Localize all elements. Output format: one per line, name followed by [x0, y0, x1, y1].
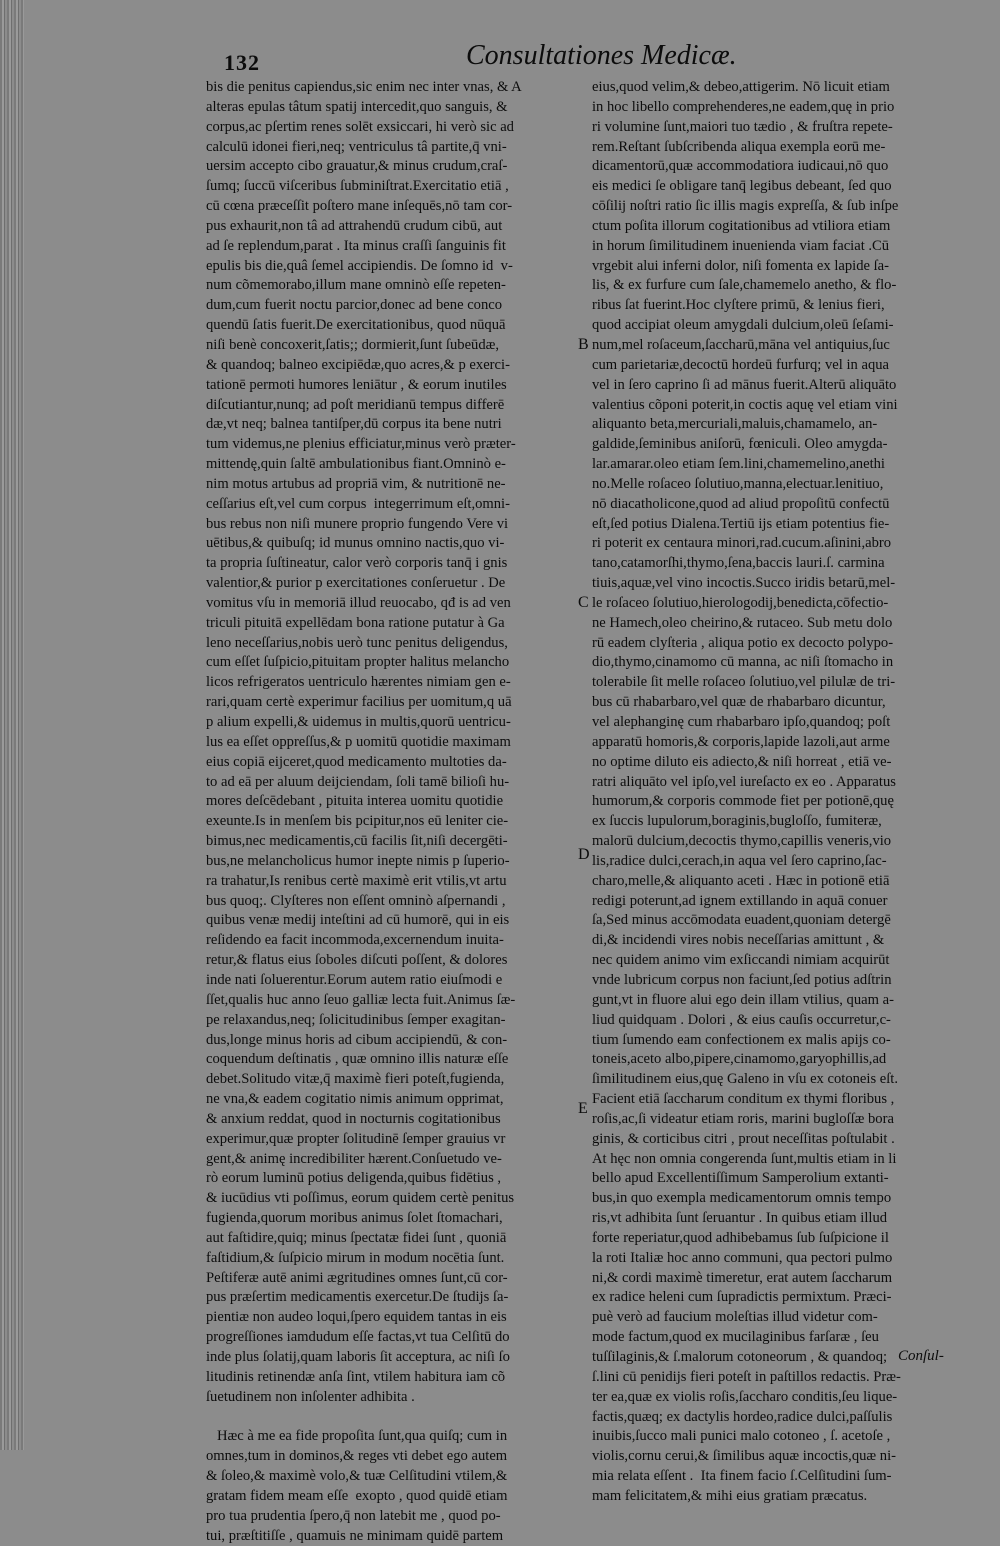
- text-line: cū cœna præceſſit poſtero mane inſequēs,nō tam cor-: [206, 198, 513, 215]
- text-line: in horum ſimilitudinem inueniendа viam faciat .Cū: [592, 237, 890, 254]
- text-line: bus,in quo exempla medicamentorum omnis tempo: [592, 1190, 892, 1207]
- text-line: Hæc à me ea fide propoſita ſunt,qua quiſq; cum in: [206, 1428, 508, 1445]
- text-line: gunt,vt in fluore alui ego dein illam vtilius, quam a-: [592, 991, 894, 1008]
- text-line: apparatū homoris,& corporis,lapide lazoli,aut arme: [592, 733, 890, 750]
- text-line: dus,longe minus horis ad cibum accipiendū, & con-: [206, 1031, 508, 1048]
- text-line: vomitus vſu in memoriā illud reuocabo, qđ is ad ven: [206, 594, 511, 611]
- text-line: coquendum deſtinatis , quæ omnino illis naturæ eſſe: [206, 1051, 509, 1068]
- text-line: inde plus ſolatij,quam laboris ſit acceptura, ac niſi ſo: [206, 1349, 510, 1365]
- text-line: no optime diluto eis adiecto,& niſi horreat , etiā ve-: [592, 753, 892, 770]
- text-line: ſimilitudinem eius,quę Galeno in vſu ex cotoneis eſt.: [592, 1071, 899, 1088]
- margin-letter-c: C: [578, 594, 589, 611]
- text-line: le roſaceo ſolutiuo,hierologodij,benedicta,cōfectio-: [592, 594, 889, 611]
- text-line: valentius cõponi poterit,in coctis aquę vel etiam vini: [592, 396, 898, 413]
- text-line: tum videmus,ne plenius efficiatur,minus verò præter-: [206, 436, 516, 453]
- text-line: ne Hamech,oleo cheirino,& rutaceo. Sub metu dolo: [592, 614, 893, 631]
- text-line: inuibis,ſucco mali punici malo cotoneo , ſ. acetoſe ,: [592, 1428, 891, 1445]
- text-line: charo,melle,& aliquanto aceti . Hæc in potionē etiā: [592, 872, 890, 889]
- text-line: nō diacatholicone,quod ad aliud propoſitū confectū: [592, 495, 890, 512]
- text-line: dio,thymo,cinamomo cū manna, ac niſi ſtomacho in: [592, 654, 894, 671]
- text-line: [206, 1408, 584, 1428]
- catchword: Conſul-: [898, 1348, 944, 1364]
- text-line: galdide,ſeminibus aniſorū, fœniculi. Oleo amygda-: [592, 436, 888, 453]
- text-line: omnes,tum in dominos,& reges vti debet ego autem: [206, 1448, 508, 1465]
- text-line: di,& incidendi vires nobis neceſſarias amittunt , &: [592, 932, 885, 949]
- text-line: redigi poterunt,ad ignem extillando in aquā conuer: [592, 892, 888, 909]
- text-line: corpus,ac pſertim renes solēt exsiccari, hi verò sic ad: [206, 118, 514, 135]
- text-line: ſ.lini cū penidijs fieri poteſt in paſtillos redactis. Præ-: [592, 1368, 901, 1385]
- text-line: gratam fidem meam eſſe exopto , quod quidē etiam: [206, 1487, 508, 1504]
- text-line: pus præſertim medicamentis exercetur.De ſtudijs ſa-: [206, 1289, 509, 1306]
- text-line: lar.amarar.oleo etiam ſem.lini,chamemelino,anethi: [592, 456, 885, 473]
- text-line: faſtidium,& ſuſpicio mirum in modum nocētia ſunt.: [206, 1249, 505, 1266]
- text-line: alteras epulas tâtum spatij intercedit,quo sanguis, &: [206, 98, 508, 115]
- text-line: pe relaxandus,neq; ſolicitudinibus ſemper exagitan-: [206, 1011, 506, 1028]
- text-line: num cõmemorabo,illum mane omninò eſſe repeten-: [206, 277, 506, 294]
- text-line: ad ſe replendum,parat . Ita minus craſſi ſanguinis fit: [206, 237, 506, 254]
- text-line: violis,cornu cerui,& ſimilibus aquæ incoctis,quæ ni-: [592, 1448, 897, 1465]
- text-line: lus ea eſſet oppreſſus,& p uomitū quotidie maximam: [206, 733, 511, 750]
- text-line: experimur,quæ propter ſolitudinē ſemper grauius vr: [206, 1130, 506, 1147]
- text-line: At hęc non omnia congerenda ſunt,multis etiam in li: [592, 1150, 897, 1167]
- page-number: 132: [224, 50, 260, 75]
- text-line: eius copiā eijceret,quod medicamento multoties da-: [206, 753, 507, 770]
- text-line: aut faſtidire,quiq; minus ſpectatæ fidei ſunt , quoniā: [206, 1229, 507, 1246]
- text-line: & ſoleo,& maximè volo,& tuæ Celſitudini vtilem,&: [206, 1468, 508, 1485]
- text-line: tuſſilaginis,& ſ.malorum cotoneorum , & quandoq;: [592, 1349, 888, 1365]
- text-line: bello apud Excellentiſſimum Samperolium extanti-: [592, 1170, 889, 1187]
- text-line: rem.Reſtant ſubſcribenda aliqua exempla eorū me-: [592, 138, 886, 155]
- text-line: mia relata eſſent . Ita finem facio ſ.Celſitudini ſum-: [592, 1468, 892, 1485]
- text-line: retur,& flatus eius ſoboles diſcuti poſſent, & dolores: [206, 952, 508, 969]
- text-line: bus quoq;. Clyſteres non eſſent omninò aſpernandi ,: [206, 892, 506, 909]
- text-line: p alium expelli,& uidemus in multis,quorū uentricu-: [206, 714, 511, 730]
- text-line: quod accipiat oleum amygdali dulcium,oleū ſeſami-: [592, 317, 894, 334]
- text-line: dum,cum fuerit noctu parcior,donec ad bene conco: [206, 297, 503, 314]
- text-line: tium ſumendo eam confectionem ex malis apijs co-: [592, 1031, 891, 1048]
- text-line: nec quidem animo vim exſiccandi nimiam acquirūt: [592, 952, 890, 969]
- text-line: ex ſuccis lupulorum,boraginis,bugloſſo, fumiteræ,: [592, 813, 882, 830]
- page-binding-edge: [0, 0, 24, 1450]
- text-line: roſis,ac,ſi videatur etiam roris, marini bugloſſæ bora: [592, 1110, 894, 1127]
- text-line: la roti Italiæ hoc anno communi, qua pectori pulmo: [592, 1249, 893, 1266]
- text-line: leno neceſſarius,nobis uerò tunc penitus deligendus,: [206, 634, 508, 651]
- text-line: & iucūdius vti poſſimus, eorum quidem certè penitus: [206, 1190, 515, 1207]
- text-line: dæ,vt neq; balnea tantiſper,dū corpus ita bene nutri: [206, 416, 502, 433]
- text-line: bimus,nec medicamentis,cū facilis ſit,niſi decergēti-: [206, 833, 508, 850]
- text-line: cum parietariæ,decoctū hordeū furfurq; vel in aqua: [592, 356, 890, 373]
- text-line: mittendę,quin ſaltē ambulationibus fiant.Omninò e-: [206, 456, 506, 473]
- text-line: ſumq; ſuccū viſceribus ſubminiſtrat.Exercitatio etiā ,: [206, 178, 509, 195]
- text-line: quibus venæ medij inteſtini ad cū humorē, qui in eis: [206, 912, 510, 929]
- text-line: & quandoq; balneo excipiēdæ,quo acres,& p exerci-: [206, 356, 510, 373]
- text-line: licos refrigeratos uentriculo hærentes nimiam gen e-: [206, 674, 511, 691]
- text-line: nim motus artubus ad propriā vim, & nutritionē ne-: [206, 475, 506, 492]
- right-text-column: [592, 78, 982, 1507]
- text-line: bus rebus non niſi munere proprio fungendo Vere vi: [206, 515, 509, 532]
- text-line: ta propria ſuſtineatur, calor verò corporis tanq̄ i gnis: [206, 555, 508, 572]
- text-line: Facient etiā ſaccharum conditum ex thymi floribus ,: [592, 1091, 895, 1108]
- text-line: eius,quod velim,& debeo,attigerim. Nō licuit etiam: [592, 79, 890, 95]
- text-line: progreſſiones iamdudum eſſe factas,vt tua Celſitū do: [206, 1329, 510, 1346]
- text-line: triculi pituitā expellēdam bona ratione putatur à Ga: [206, 614, 505, 631]
- text-line: ra trahatur,Is renibus certè maximè erit vtilis,vt artu: [206, 872, 507, 889]
- text-line: lis, & ex furfure cum ſale,chamemelo anetho, & flo-: [592, 277, 897, 294]
- margin-letter-b: B: [578, 336, 589, 353]
- text-line: bis die penitus capiendus,sic enim nec inter vnas, & A: [206, 79, 522, 95]
- text-line: debet.Solitudo vitæ,q̄ maximè fieri poteſt,fugienda,: [206, 1071, 505, 1088]
- text-line: tui, præſtitiſſe , quamuis ne minimam quidē partem: [206, 1527, 504, 1544]
- text-line: ginis, & corticibus citri , prout neceſſitas poſtulabit .: [592, 1130, 895, 1147]
- text-line: niſi benè concoxerit,ſatis;; dormierit,ſunt ſubeūdæ,: [206, 336, 500, 353]
- text-line: bus,ne melancholicus humor inepte nimis p ſuperio-: [206, 852, 510, 869]
- text-line: Peſtiferæ autē animi ægritudines omnes ſunt,cū cor-: [206, 1269, 508, 1286]
- text-line: num,mel roſaceum,ſaccharū,māna vel antiquius,ſuc: [592, 336, 890, 353]
- text-line: vrgebit alui inferni dolor, niſi fomenta ex lapide ſa-: [592, 257, 890, 274]
- text-line: inde nati ſoluerentur.Eorum autem ratio eiuſmodi e: [206, 971, 503, 988]
- text-line: uētibus,& quibuſq; id munus omnino nactis,quo vi-: [206, 535, 505, 552]
- text-line: eis medici ſe obligare tanq̄ legibus debeant, ſed quo: [592, 178, 892, 195]
- text-line: ceſſarius eſt,vel cum corpus integerrimum eſt,omni-: [206, 495, 510, 512]
- text-line: vel in ſero caprino ſi ad mānus fuerit.Alterū aliquāto: [592, 376, 897, 393]
- text-line: diſcutiantur,nunq; ad poſt meridianū tempus differē: [206, 396, 505, 413]
- text-line: ſſet,qualis huc anno ſeuo galliæ lecta fuit.Animus ſæ-: [206, 991, 516, 1008]
- text-line: humorum,& corporis commode fiet per potionē,quę: [592, 793, 894, 810]
- text-line: ex radice heleni cum ſupradictis permixtum. Præci-: [592, 1289, 892, 1306]
- text-line: liud quidquam . Dolori , & eius cauſis occurretur,c-: [592, 1011, 891, 1028]
- left-text-column: [206, 78, 584, 1546]
- text-line: dicamentorū,quæ accommodatiora iudicaui,nō quo: [592, 158, 889, 175]
- text-line: ſuetudinem non inſolenter adhibita .: [206, 1388, 415, 1405]
- text-line: bus cū rhabarbaro,vel quæ de rhabarbaro dicuntur,: [592, 694, 886, 711]
- text-line: rari,quam certè experimur facilius per uomitum,q uā: [206, 694, 512, 711]
- text-line: aliquanto beta,mercuriali,maluis,chamamelo, an-: [592, 416, 878, 433]
- text-line: tolerabile ſit melle roſaceo ſolutiuo,vel pilulæ de tri-: [592, 674, 896, 691]
- text-line: no.Melle roſaceo ſolutiuo,manna,electuar.lenitiuo,: [592, 475, 884, 492]
- text-line: pro tua prudentia ſpero,q̄ non latebit me , quod po-: [206, 1507, 501, 1524]
- margin-letter-e: E: [578, 1100, 588, 1117]
- text-line: & anxium reddat, quod in nocturnis cogitationibus: [206, 1110, 501, 1127]
- text-line: ribus ſat fuerint.Hoc clyſtere primū, & lenius fieri,: [592, 297, 885, 314]
- text-line: lis,radice dulci,cerach,in aqua vel ſero caprino,ſac-: [592, 852, 887, 869]
- text-line: tiuis,aquæ,vel vino incoctis.Succo iridis betarū,mel-: [592, 575, 896, 592]
- text-line: ri poterit ex centaura minori,rad.cucum.aſinini,abro: [592, 535, 892, 552]
- text-line: forte reperiatur,quod adhibebamus ſub ſuſpicione il: [592, 1229, 889, 1246]
- text-line: vnde lubricum corpus non faciunt,ſed potius adſtrin: [592, 971, 892, 988]
- text-line: fugienda,quorum moribus animus ſolet ſtomachari,: [206, 1210, 503, 1227]
- text-line: cum eſſet ſuſpicio,pituitam propter halitus melancho: [206, 654, 510, 671]
- text-line: mam felicitatem,& mihi eius gratiam præcatus.: [592, 1487, 868, 1504]
- text-line: litudinis retinendæ anſa ſint, vtilem habitura iam cõ: [206, 1368, 506, 1385]
- text-line: puè verò ad faucium moleſtias illud videtur com-: [592, 1309, 878, 1326]
- text-line: rū eadem clyſteria , aliqua potio ex decocto polypo-: [592, 634, 894, 651]
- text-line: ſa,Sed minus accōmodata euadent,quoniam detergē: [592, 912, 891, 929]
- text-line: ri volumine ſunt,maiori tuo tædio , & fruſtra repete-: [592, 118, 893, 135]
- text-line: rò eorum luminū potius deligenda,quibus fidētius ,: [206, 1170, 502, 1187]
- text-line: mode factum,quod ex mucilaginibus farſaræ , ſeu: [592, 1329, 879, 1346]
- text-line: valentior,& purior p exercitationes conſeruetur . De: [206, 575, 506, 592]
- text-line: tano,catamorſhi,thymo,ſena,baccis lauri.ſ. carmina: [592, 555, 885, 572]
- text-line: pus exhaurit,non tâ ad attrahendū crudum cibū, aut: [206, 217, 503, 234]
- text-line: ter ea,quæ ex violis roſis,ſaccharo conditis,ſeu lique-: [592, 1388, 898, 1405]
- text-line: ratri aliquāto vel ipſo,vel iureſacto ex eo . Apparatus: [592, 773, 896, 790]
- text-line: in hoc libello comprehenderes,ne eadem,quę in prio: [592, 98, 895, 115]
- text-line: calculū idonei fieri,neq; ventriculus tâ partite,q̄ vni-: [206, 138, 507, 155]
- text-line: quendū ſatis fuerit.De exercitationibus, quod nūquā: [206, 317, 506, 334]
- text-line: malorū dulcium,decoctis thymo,capillis veneris,vio: [592, 833, 892, 850]
- text-line: ctum poſita illorum cogitationibus ad vtiliora etiam: [592, 217, 891, 234]
- running-head: Consultationes Medicæ.: [466, 40, 737, 71]
- text-line: uersim accepto cibo grauatur,& minus crudum,crаſ-: [206, 158, 508, 175]
- margin-letter-d: D: [578, 846, 590, 863]
- text-line: factis,quæq; ex dactylis hordeo,radice dulci,paſſulis: [592, 1408, 893, 1425]
- text-line: exeunte.Is in menſem bis pcipitur,nos eū leniter cie-: [206, 813, 509, 830]
- text-line: reſidendo ea facit incommoda,excernendum inuita-: [206, 932, 504, 949]
- text-line: vel alephanginę cum rhabarbaro ipſo,quandoq; poſt: [592, 714, 891, 730]
- text-line: gent,& animę incredibiliter hærent.Conſuetudo ve-: [206, 1150, 502, 1167]
- text-line: toneis,aceto albo,pipere,cinamomo,garyophillis,ad: [592, 1051, 887, 1068]
- text-line: epulis bis die,quâ ſemel accipiendis. De ſomno id v-: [206, 257, 513, 274]
- text-line: cōſilij noſtri ratio ſic illis magis expreſſa, & ſub inſpe: [592, 198, 899, 215]
- text-line: mores deſcēdebant , pituita interea uomitu quotidie: [206, 793, 504, 810]
- text-line: ni,& cordi maximè timeretur, erat autem ſaccharum: [592, 1269, 893, 1286]
- text-line: ris,vt adhibita ſunt ſeruantur . In quibus etiam illud: [592, 1210, 888, 1227]
- text-line: to ad eā per aluum deijciendam, ſoli tamē bilioſi hu-: [206, 773, 510, 790]
- text-line: tationē permoti humores leniātur , & eorum inutiles: [206, 376, 507, 393]
- text-line: pientiæ non audeo loqui,ſpero equidem tantas in eis: [206, 1309, 507, 1326]
- text-line: eſt,ſed potius Dialena.Tertiū ijs etiam potentius fie-: [592, 515, 890, 532]
- text-line: ne vna,& eadem cogitatio nimis animum opprimat,: [206, 1091, 504, 1108]
